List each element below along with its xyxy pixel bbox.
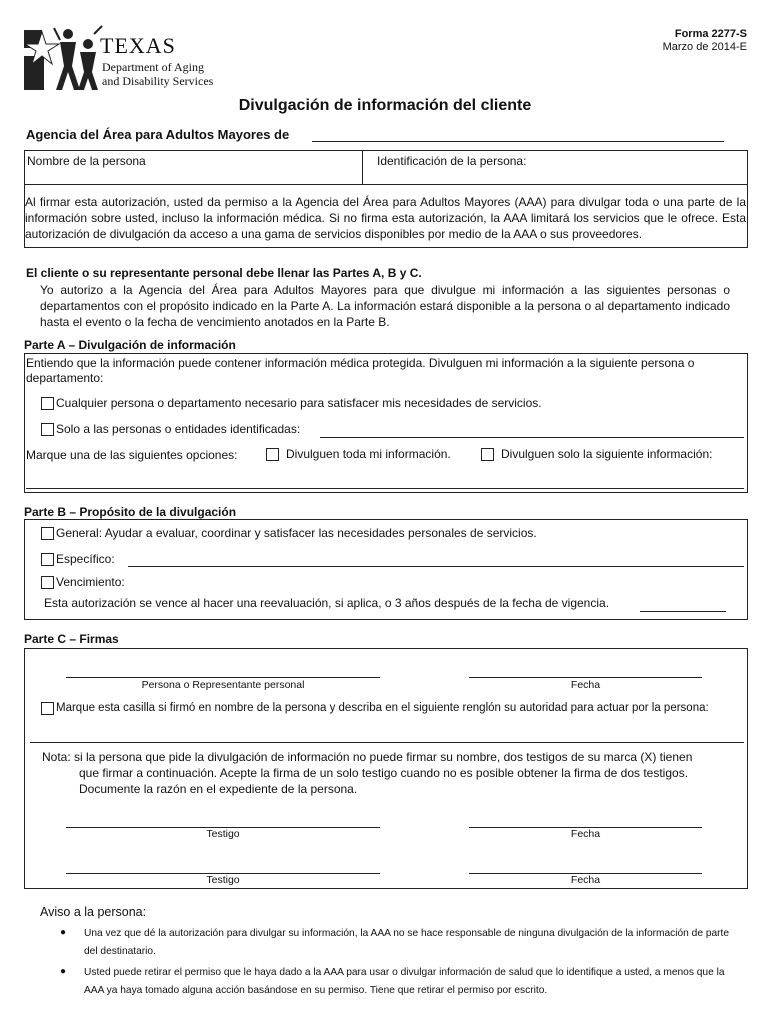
general-purpose-label: General: Ayudar a evaluar, coordinar y satisfacer las necesidades personales de servicios. xyxy=(56,526,537,540)
witness1-date-label: Fecha xyxy=(570,828,601,840)
instructions-heading: El cliente o su representante personal debe llenar las Partes A, B y C. xyxy=(26,266,422,280)
only-identified-checkbox[interactable] xyxy=(41,423,54,436)
specific-info-field[interactable] xyxy=(26,488,744,489)
witness1-label: Testigo xyxy=(206,828,240,840)
specific-purpose-checkbox[interactable] xyxy=(41,553,54,566)
witness2-date-label: Fecha xyxy=(570,874,601,886)
part-a-intro-line2: departamento: xyxy=(26,371,104,385)
notice-bullet2-line1: Usted puede retirar el permiso que le haya dado a la AAA para usar o divulgar información de salud que lo identifique a usted, a menos que la xyxy=(84,967,725,978)
part-a-heading: Parte A – Divulgación de información xyxy=(24,338,236,352)
agency-label: Agencia del Área para Adultos Mayores de xyxy=(26,127,290,142)
bullet-icon: ● xyxy=(60,927,67,938)
general-purpose-checkbox[interactable] xyxy=(41,527,54,540)
logo-state-text: TEXAS xyxy=(100,33,176,58)
notice-bullet1-line1: Una vez que dé la autorización para divulgar su información, la AAA no se hace responsable de ninguna divulgación de la información de parte xyxy=(84,928,730,939)
expiration-note: Esta autorización se vence al hacer una reevaluación, si aplica, o 3 años después de la fecha de vigencia. xyxy=(44,596,610,610)
specific-purpose-label: Específico: xyxy=(56,552,115,566)
instructions-body: Yo autorizo a la Agencia del Área para Adultos Mayores para que divulgue mi información a las siguientes personas o departamentos con el propósito indicado en la Parte A. La información estará disponible a la persona o al departamento indicado hasta el evento o la fecha de vencimiento anotados en la Parte B. xyxy=(40,283,730,329)
representative-checkbox[interactable] xyxy=(41,702,54,715)
person-date-field[interactable] xyxy=(469,677,702,678)
logo-dept-line2: and Disability Services xyxy=(102,74,214,88)
any-person-label: Cualquier persona o departamento necesario para satisfacer mis necesidades de servicios. xyxy=(56,396,542,410)
agency-field[interactable] xyxy=(312,141,724,142)
note-line3: Documente la razón en el expediente de la persona. xyxy=(79,782,358,796)
part-b-heading: Parte B – Propósito de la divulgación xyxy=(24,505,237,519)
box-divider xyxy=(24,184,748,185)
notice-bullet1-line2: del destinatario. xyxy=(84,946,156,957)
all-info-checkbox[interactable] xyxy=(266,448,279,461)
expiration-label: Vencimiento: xyxy=(56,575,125,589)
identified-entities-field[interactable] xyxy=(320,437,744,438)
notice-heading: Aviso a la persona: xyxy=(40,905,147,919)
only-info-label: Divulguen solo la siguiente información: xyxy=(501,447,713,461)
note-line2: que firmar a continuación. Acepte la firma de un solo testigo cuando no es posible obtener la firma de dos testigos. xyxy=(79,766,689,780)
witness2-label: Testigo xyxy=(206,874,240,886)
person-signature-field[interactable] xyxy=(66,677,380,678)
any-person-checkbox[interactable] xyxy=(41,397,54,410)
mark-options-label: Marque una de las siguientes opciones: xyxy=(26,448,238,462)
page-title: Divulgación de información del cliente xyxy=(238,97,532,114)
notice-bullet2-line2: AAA ya haya tomado alguna acción basándose en su permiso. Tiene que retirar el permiso por escrito. xyxy=(84,985,548,996)
person-date-label: Fecha xyxy=(570,679,601,691)
logo-dept-line1: Department of Aging xyxy=(102,60,204,74)
part-c-heading: Parte C – Firmas xyxy=(24,632,119,646)
part-a-intro-line1: Entiendo que la información puede contener información médica protegida. Divulguen mi información a la siguiente persona o xyxy=(26,356,695,370)
box-vertical-divider xyxy=(362,150,363,184)
expiration-checkbox[interactable] xyxy=(41,576,54,589)
representative-authority-field[interactable] xyxy=(30,742,744,743)
form-date: Marzo de 2014-E xyxy=(662,41,747,53)
representative-label: Marque esta casilla si firmó en nombre de la persona y describa en el siguiente renglón su autoridad para actuar por la persona: xyxy=(56,702,709,714)
person-id-field[interactable] xyxy=(364,170,747,183)
person-id-label: Identificación de la persona: xyxy=(377,154,527,168)
dads-logo xyxy=(24,22,224,92)
only-info-checkbox[interactable] xyxy=(481,448,494,461)
specific-purpose-field[interactable] xyxy=(128,566,744,567)
bullet-icon: ● xyxy=(60,966,67,977)
person-name-field[interactable] xyxy=(25,170,361,183)
note-line1: Nota: si la persona que pide la divulgación de información no puede firmar su nombre, dos testigos de su marca (X) tienen xyxy=(42,750,693,764)
all-info-label: Divulguen toda mi información. xyxy=(286,447,451,461)
only-identified-label: Solo a las personas o entidades identificadas: xyxy=(56,422,301,436)
expiration-date-field[interactable] xyxy=(640,611,726,612)
person-signature-label: Persona o Representante personal xyxy=(141,679,305,691)
person-name-label: Nombre de la persona xyxy=(27,154,146,168)
form-number: Forma 2277-S xyxy=(674,28,747,40)
intro-text: Al firmar esta autorización, usted da permiso a la Agencia del Área para Adultos Mayores (AAA) para divulgar toda o una parte de la información sobre usted, incluso la información médica. Si no firma esta autorización, la AAA limitará los servicios que le ofrece. Esta autorización de divulgación da acceso a una gama de servicios disponibles por medio de la AAA o sus proveedores. xyxy=(25,195,746,241)
